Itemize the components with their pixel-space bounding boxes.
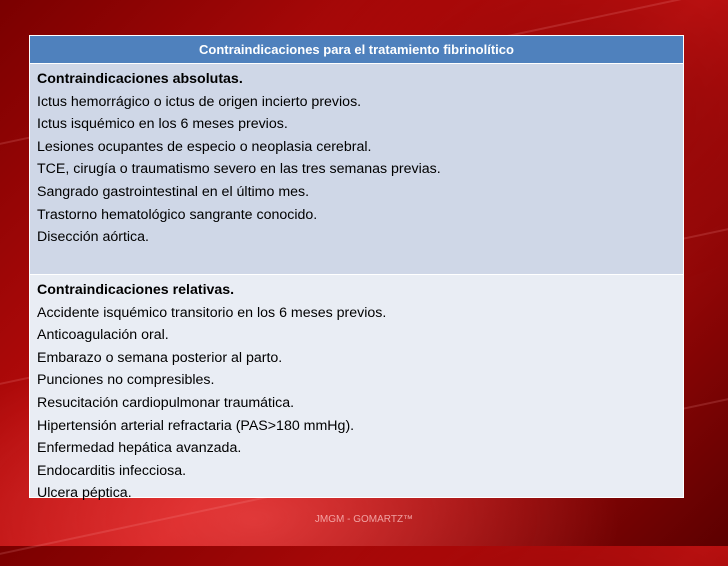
list-item: Hipertensión arterial refractaria (PAS>180 mmHg). bbox=[37, 417, 355, 434]
contraindications-table bbox=[29, 35, 684, 502]
list-item: Ulcera péptica. bbox=[37, 485, 132, 502]
table-header: Contraindicaciones para el tratamiento fibrinolítico bbox=[30, 36, 683, 64]
absolute-contraindications-cell bbox=[30, 64, 683, 275]
list-item: Resucitación cardiopulmonar traumática. bbox=[37, 394, 295, 411]
list-item: Lesiones ocupantes de especio o neoplasia cerebral. bbox=[37, 138, 372, 155]
list-item: Endocarditis infecciosa. bbox=[37, 462, 187, 479]
slide-footer: JMGM - GOMARTZ™ bbox=[314, 514, 414, 525]
list-item: Disección aórtica. bbox=[37, 229, 149, 246]
list-item: Ictus hemorrágico o ictus de origen incierto previos. bbox=[37, 93, 362, 110]
list-item: Enfermedad hepática avanzada. bbox=[37, 440, 242, 457]
list-item: Embarazo o semana posterior al parto. bbox=[37, 349, 283, 366]
list-item: Accidente isquémico transitorio en los 6 meses previos. bbox=[37, 304, 387, 321]
list-item: Ictus isquémico en los 6 meses previos. bbox=[37, 116, 288, 133]
list-item: Trastorno hematológico sangrante conocido. bbox=[37, 206, 318, 223]
list-item: Punciones no compresibles. bbox=[37, 372, 215, 389]
relative-title: Contraindicaciones relativas. bbox=[37, 282, 235, 298]
list-item: Sangrado gastrointestinal en el último mes. bbox=[37, 183, 310, 200]
list-item: TCE, cirugía o traumatismo severo en las tres semanas previas. bbox=[37, 161, 441, 178]
relative-contraindications-cell bbox=[30, 275, 683, 502]
list-item: Anticoagulación oral. bbox=[37, 327, 169, 344]
absolute-title: Contraindicaciones absolutas. bbox=[37, 71, 243, 87]
